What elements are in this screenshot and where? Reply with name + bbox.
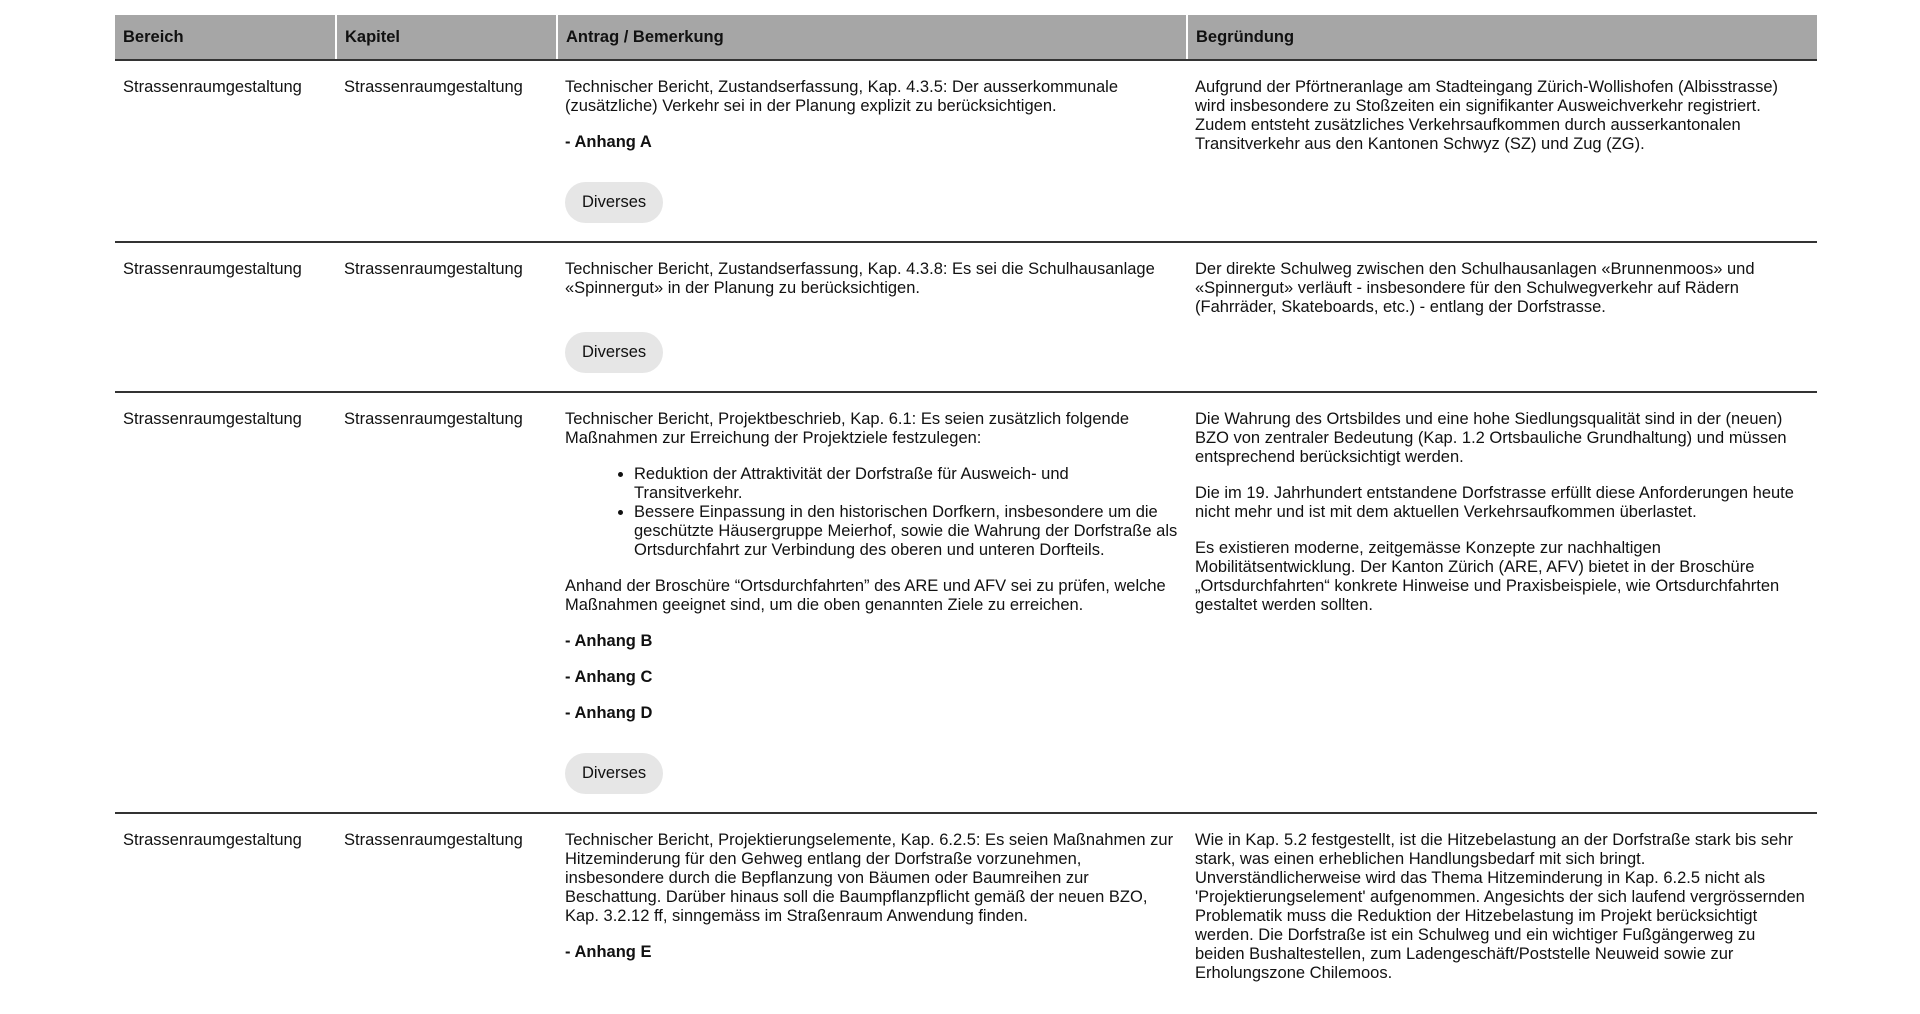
table-header-row	[115, 15, 1817, 60]
cell-bereich: Strassenraumgestaltung	[115, 242, 336, 392]
anhang-label: - Anhang D	[565, 704, 653, 722]
cell-begruendung	[1187, 813, 1817, 1001]
cell-begruendung	[1187, 242, 1817, 392]
anhang-label: - Anhang E	[565, 943, 652, 961]
antrag-text: Technischer Bericht, Zustandserfassung, Kap. 4.3.5: Der ausserkommunale (zusätzliche) Verkehr sei in der Planung explizit zu berücksichtigen.	[565, 78, 1119, 115]
begruendung-text: Der direkte Schulweg zwischen den Schulhausanlagen «Brunnenmoos» und «Spinnergut» verläuft - insbesondere für den Schulwegverkehr auf Rädern (Fahrräder, Skateboards, etc.) - entlang der Dorfstrasse.	[1195, 260, 1755, 316]
cell-antrag	[557, 60, 1187, 242]
tag-diverses[interactable]: Diverses	[565, 753, 663, 794]
list-item: • Bessere Einpassung in den historischen Dorfkern, insbesondere um die geschützte Häusergruppe Meierhof, sowie die Wahrung der Dorfstraße als Ortsdurchfahrt zur Verbindung des oberen und unteren Dorfteils.	[634, 503, 1179, 560]
begruendung-text: Die im 19. Jahrhundert entstandene Dorfstrasse erfüllt diese Anforderungen heute nicht mehr und ist mit dem aktuellen Verkehrsaufkommen überlastet.	[1195, 484, 1794, 521]
massnahmen-list	[565, 465, 1179, 560]
begruendung-text: Die Wahrung des Ortsbildes und eine hohe Siedlungsqualität sind in der (neuen) BZO von zentraler Bedeutung (Kap. 1.2 Ortsbauliche Grundhaltung) und müssen entsprechend berücksichtigt werden.	[1195, 410, 1787, 466]
cell-kapitel: Strassenraumgestaltung	[336, 60, 557, 242]
document-table-wrapper	[115, 15, 1817, 1001]
table-row	[115, 813, 1817, 1001]
table-row	[115, 242, 1817, 392]
cell-kapitel: Strassenraumgestaltung	[336, 392, 557, 813]
header-antrag: Antrag / Bemerkung	[557, 15, 1187, 60]
antrag-text: Technischer Bericht, Projektierungselemente, Kap. 6.2.5: Es seien Maßnahmen zur Hitzeminderung für den Gehweg entlang der Dorfstraße vorzunehmen, insbesondere durch die Bepflanzung von Bäumen oder Baumreihen zur Beschattung. Darüber hinaus soll die Baumpflanzpflicht gemäß der neuen BZO, Kap. 3.2.12 ff, sinngemäss im Straßenraum Anwendung finden.	[565, 831, 1174, 925]
cell-antrag	[557, 392, 1187, 813]
cell-kapitel: Strassenraumgestaltung	[336, 242, 557, 392]
antrag-text: Technischer Bericht, Projektbeschrieb, Kap. 6.1: Es seien zusätzlich folgende Maßnahmen zur Erreichung der Projektziele festzulegen:	[565, 410, 1130, 447]
cell-bereich: Strassenraumgestaltung	[123, 831, 302, 849]
antrag-text: Anhand der Broschüre “Ortsdurchfahrten” des ARE und AFV sei zu prüfen, welche Maßnahmen geeignet sind, um die oben genannten Ziele zu erreichen.	[565, 577, 1166, 614]
anhang-label: - Anhang A	[565, 133, 652, 151]
header-bereich: Bereich	[115, 15, 336, 60]
begruendung-text: Es existieren moderne, zeitgemässe Konzepte zur nachhaltigen Mobilitätsentwicklung. Der Kanton Zürich (ARE, AFV) bietet in der Broschüre „Ortsdurchfahrten“ konkrete Hinweise und Praxisbeispiele, wie Ortsdurchfahrten gestaltet werden sollten.	[1195, 539, 1780, 614]
cell-kapitel: Strassenraumgestaltung	[344, 831, 523, 849]
header-kapitel: Kapitel	[336, 15, 557, 60]
anhang-label: - Anhang B	[565, 632, 653, 650]
tag-diverses[interactable]: Diverses	[565, 332, 663, 373]
header-begruendung: Begründung	[1187, 15, 1817, 60]
antrag-text: Technischer Bericht, Zustandserfassung, Kap. 4.3.8: Es sei die Schulhausanlage «Spinnergut» in der Planung zu berücksichtigen.	[565, 260, 1155, 297]
table-row	[115, 392, 1817, 813]
cell-begruendung	[1187, 392, 1817, 813]
cell-begruendung	[1187, 60, 1817, 242]
table-row	[115, 60, 1817, 242]
antrag-table	[115, 15, 1817, 1001]
anhang-label: - Anhang C	[565, 668, 653, 686]
cell-bereich: Strassenraumgestaltung	[115, 60, 336, 242]
begruendung-text: Wie in Kap. 5.2 festgestellt, ist die Hitzebelastung an der Dorfstraße stark bis sehr stark, was einen erheblichen Handlungsbedarf mit sich bringt. Unverständlicherweise wird das Thema Hitzeminderung in Kap. 6.2.5 nicht als 'Projektierungselement' aufgenommen. Angesichts der sich laufend vergrössernden Problematik muss die Reduktion der Hitzebelastung im Projekt berücksichtigt werden. Die Dorfstraße ist ein Schulweg und ein wichtiger Fußgängerweg zu beiden Bushaltestellen, zum Ladengeschäft/Poststelle Neuweid sowie zur Erholungszone Chilemoos.	[1195, 831, 1805, 982]
cell-antrag	[557, 242, 1187, 392]
list-item: • Reduktion der Attraktivität der Dorfstraße für Ausweich- und Transitverkehr.	[634, 465, 1179, 503]
begruendung-text: Aufgrund der Pförtneranlage am Stadteingang Zürich-Wollishofen (Albisstrasse) wird insbesondere zu Stoßzeiten ein signifikanter Ausweichverkehr registriert. Zudem entsteht zusätzliches Verkehrsaufkommen durch ausserkantonalen Transitverkehr aus den Kantonen Schwyz (SZ) und Zug (ZG).	[1195, 78, 1778, 153]
tag-diverses[interactable]: Diverses	[565, 182, 663, 223]
cell-bereich: Strassenraumgestaltung	[115, 392, 336, 813]
cell-antrag	[557, 813, 1187, 1001]
